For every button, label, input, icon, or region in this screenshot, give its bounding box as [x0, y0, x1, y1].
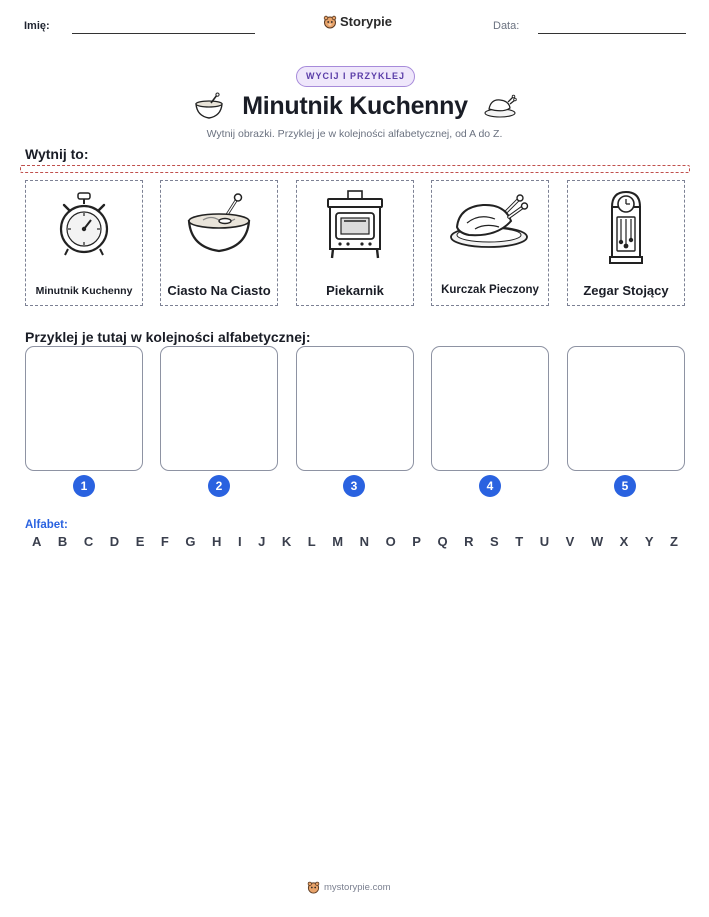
storypie-mascot-icon	[307, 881, 320, 894]
alphabet-letter: R	[464, 534, 474, 549]
alphabet-letter: J	[258, 534, 266, 549]
brand-name: Storypie	[340, 14, 393, 29]
footer	[307, 881, 391, 894]
brand-logo	[323, 14, 392, 29]
cut-section-label: Wytnij to:	[25, 146, 89, 162]
card-label-roast-chicken: Kurczak Pieczony	[441, 284, 539, 296]
card-label-grandfather-clock: Zegar Stojący	[583, 283, 669, 298]
name-label: Imię:	[24, 20, 50, 32]
alphabet-letter: W	[590, 534, 604, 549]
cut-card-grandfather-clock[interactable]	[567, 180, 685, 306]
alphabet-letter: M	[332, 534, 344, 549]
grandfather-clock-icon	[606, 189, 646, 265]
alphabet-letter: X	[619, 534, 629, 549]
paste-slot-5[interactable]	[567, 346, 685, 471]
alphabet-letter: K	[281, 534, 292, 549]
alphabet-letter: B	[57, 534, 68, 549]
alphabet-row	[32, 534, 678, 549]
batter-bowl-icon	[185, 193, 253, 255]
bowl-icon	[193, 92, 225, 122]
alphabet-letter: T	[515, 534, 524, 549]
slot-number-2: 2	[208, 475, 230, 497]
alphabet-letter: Q	[437, 534, 448, 549]
card-label-kitchen-timer: Minutnik Kuchenny	[35, 285, 133, 297]
alphabet-letter: V	[565, 534, 575, 549]
alphabet-letter: H	[212, 534, 222, 549]
date-write-line[interactable]	[538, 33, 686, 34]
paste-slot-3[interactable]	[296, 346, 414, 471]
alphabet-letter: L	[307, 534, 316, 549]
cut-line	[20, 165, 690, 173]
name-write-line[interactable]	[72, 33, 255, 34]
kitchen-timer-icon	[56, 191, 112, 257]
slot-number-3: 3	[343, 475, 365, 497]
alphabet-letter: G	[185, 534, 196, 549]
activity-badge: WYCIJ I PRZYKLEJ	[296, 66, 415, 87]
paste-slot-4[interactable]	[431, 346, 549, 471]
cut-card-oven[interactable]	[296, 180, 414, 306]
cut-card-kitchen-timer[interactable]	[25, 180, 143, 306]
paste-slot-2[interactable]	[160, 346, 278, 471]
slot-number-4: 4	[479, 475, 501, 497]
slot-number-1: 1	[73, 475, 95, 497]
alphabet-label: Alfabet:	[25, 519, 68, 531]
date-label: Data:	[493, 20, 520, 32]
oven-stove-icon	[324, 190, 386, 260]
cut-card-roast-chicken[interactable]	[431, 180, 549, 306]
alphabet-letter: O	[385, 534, 396, 549]
alphabet-letter: E	[135, 534, 145, 549]
card-label-oven: Piekarnik	[326, 283, 384, 298]
storypie-mascot-icon	[323, 15, 337, 29]
page-title: Minutnik Kuchenny	[242, 92, 468, 120]
alphabet-letter: S	[490, 534, 499, 549]
card-label-batter: Ciasto Na Ciasto	[167, 283, 271, 298]
alphabet-letter: U	[539, 534, 550, 549]
roast-chicken-title-icon	[483, 93, 517, 119]
alphabet-letter: F	[160, 534, 169, 549]
alphabet-letter: P	[412, 534, 421, 549]
alphabet-letter: I	[237, 534, 242, 549]
alphabet-letter: C	[83, 534, 94, 549]
paste-slot-1[interactable]	[25, 346, 143, 471]
cut-card-batter[interactable]	[160, 180, 278, 306]
alphabet-letter: D	[109, 534, 120, 549]
paste-section-label: Przyklej je tutaj w kolejności alfabetycznej:	[25, 329, 311, 345]
footer-url[interactable]: mystorypie.com	[324, 882, 391, 893]
slot-number-5: 5	[614, 475, 636, 497]
roast-chicken-icon	[449, 193, 531, 251]
instructions-subtitle: Wytnij obrazki. Przyklej je w kolejności alfabetycznej, od A do Z.	[206, 128, 503, 140]
alphabet-letter: Y	[644, 534, 654, 549]
alphabet-letter: Z	[670, 534, 678, 549]
alphabet-letter: A	[32, 534, 42, 549]
alphabet-letter: N	[359, 534, 370, 549]
